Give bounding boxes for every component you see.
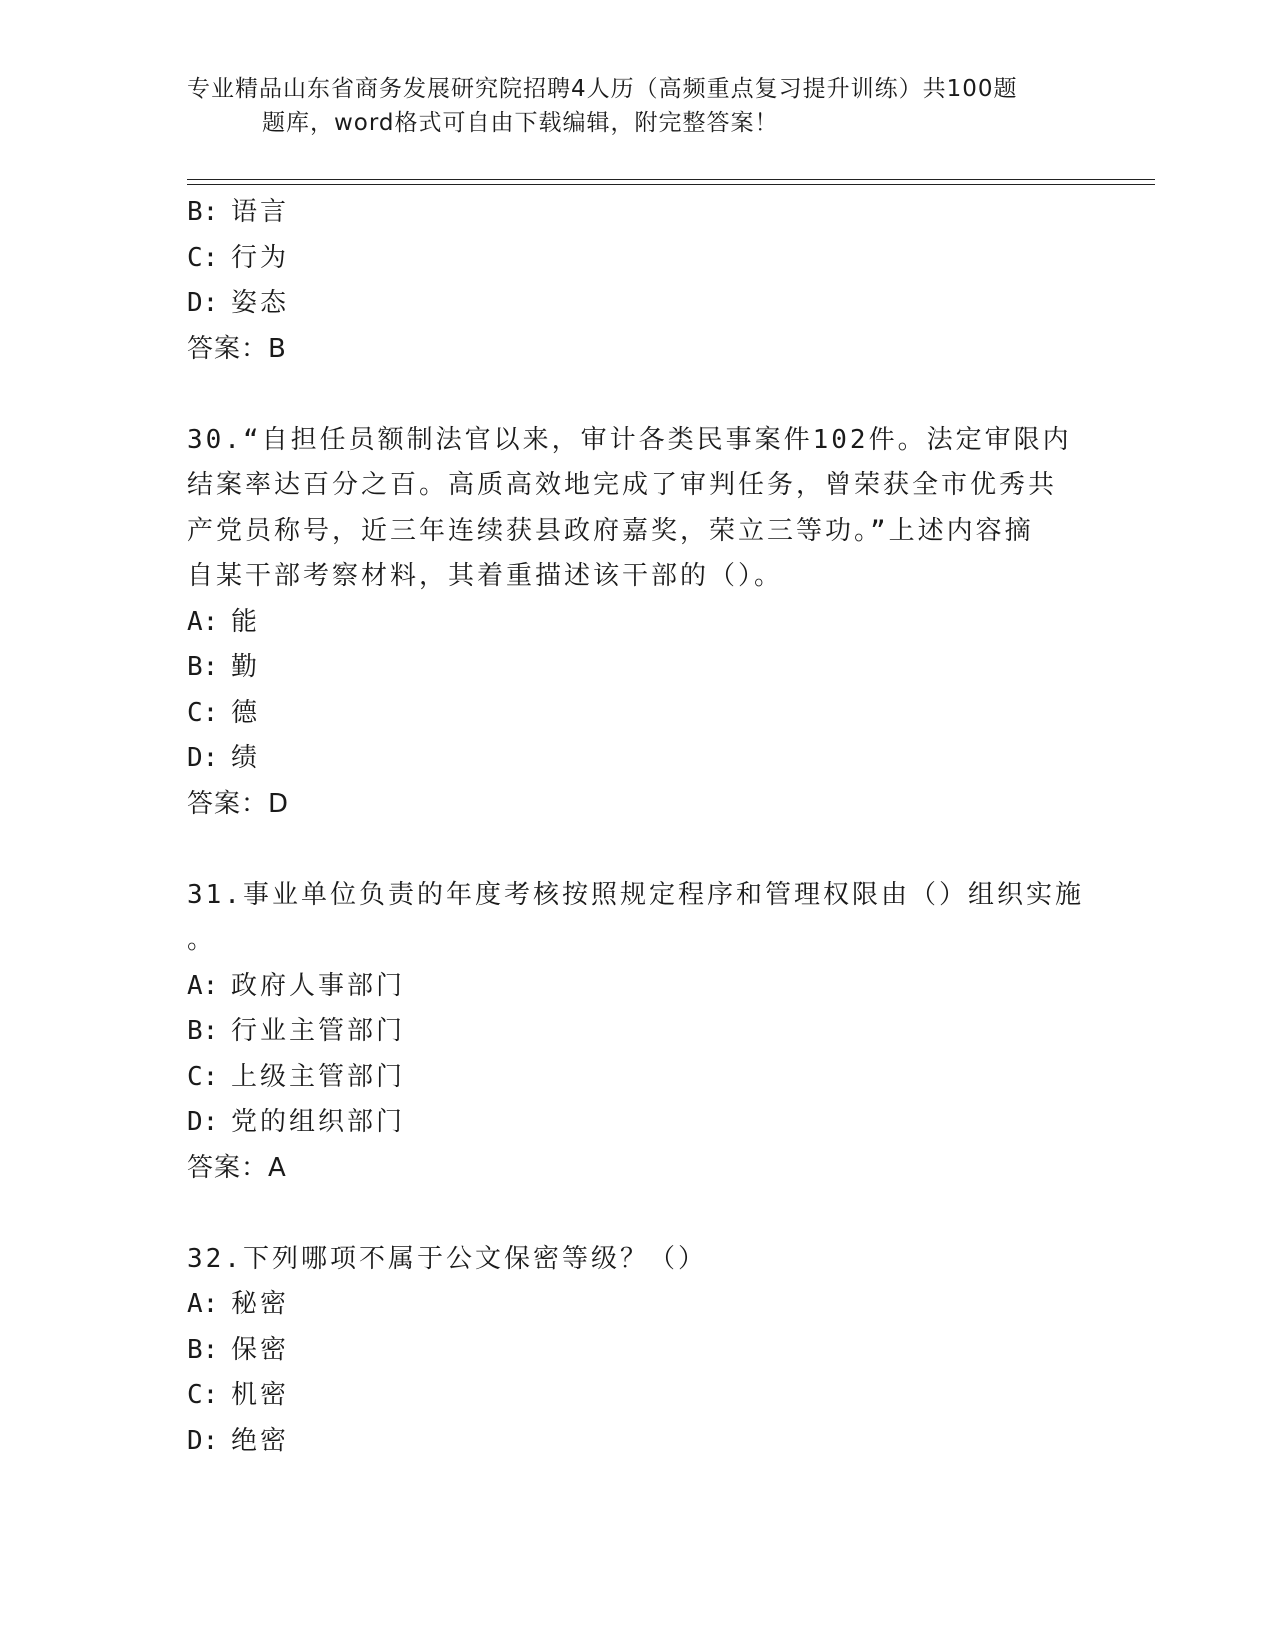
- option-label: D:: [187, 743, 219, 773]
- question-text-line: 32.下列哪项不属于公文保密等级？（）: [187, 1243, 707, 1274]
- option-label: A:: [187, 606, 219, 637]
- title-line-2: 题库，word格式可自由下载编辑，附完整答案！: [262, 110, 779, 136]
- question-31: [187, 873, 1087, 1192]
- option-c: [187, 236, 1087, 282]
- option-text: 政府人事部门: [231, 970, 406, 1001]
- answer-line: 答案：D: [187, 788, 290, 819]
- option-d: [187, 1419, 1087, 1465]
- option-text: 行为: [231, 242, 290, 273]
- question-text-line: 30.“自担任员额制法官以来，审计各类民事案件102件。法定审限内: [187, 424, 1072, 455]
- option-text: 绝密: [231, 1425, 290, 1456]
- spacer: [187, 1191, 1087, 1237]
- answer-line: 答案：B: [187, 333, 287, 364]
- spacer: [187, 827, 1087, 873]
- option-label: C:: [187, 697, 219, 728]
- option-label: D:: [187, 1425, 219, 1456]
- option-label: C:: [187, 1061, 219, 1092]
- spacer: [187, 372, 1087, 418]
- question-text-line: 31.事业单位负责的年度考核按照规定程序和管理权限由（）组织实施: [187, 879, 1084, 910]
- option-text: 上级主管部门: [231, 1061, 406, 1092]
- header-divider-top: [187, 179, 1155, 180]
- option-d: [187, 1100, 1087, 1146]
- question-29-continued: [187, 190, 1087, 372]
- answer-line: 答案：A: [187, 1152, 287, 1183]
- option-text: 绩: [231, 743, 261, 773]
- option-text: 机密: [231, 1380, 290, 1410]
- option-label: B:: [187, 197, 219, 227]
- option-text: 保密: [231, 1334, 290, 1365]
- question-30: [187, 418, 1087, 828]
- header-divider-bottom: [187, 184, 1155, 185]
- option-a: [187, 600, 1087, 646]
- option-text: 能: [231, 606, 261, 637]
- question-text-line: 产党员称号，近三年连续获县政府嘉奖，荣立三等功。”上述内容摘: [187, 515, 1034, 546]
- question-text-line: 结案率达百分之百。高质高效地完成了审判任务，曾荣获全市优秀共: [187, 470, 1058, 500]
- option-c: [187, 1055, 1087, 1101]
- question-text-line: 。: [187, 925, 217, 955]
- option-label: B:: [187, 1016, 219, 1046]
- title-line-1: 专业精品山东省商务发展研究院招聘4人历（高频重点复习提升训练）共100题: [187, 76, 1018, 102]
- option-d: [187, 281, 1087, 327]
- option-label: B:: [187, 1334, 219, 1365]
- option-a: [187, 1282, 1087, 1328]
- option-c: [187, 691, 1087, 737]
- option-label: C:: [187, 242, 219, 273]
- option-d: [187, 736, 1087, 782]
- option-text: 姿态: [231, 288, 290, 318]
- question-32: [187, 1237, 1087, 1465]
- option-b: [187, 1009, 1087, 1055]
- option-b: [187, 1328, 1087, 1374]
- option-text: 秘密: [231, 1289, 290, 1319]
- option-b: [187, 190, 1087, 236]
- option-b: [187, 645, 1087, 691]
- option-label: B:: [187, 652, 219, 682]
- question-text-line: 自某干部考察材料，其着重描述该干部的（）。: [187, 561, 784, 591]
- option-text: 德: [231, 697, 261, 728]
- option-label: D:: [187, 1107, 219, 1137]
- option-a: [187, 964, 1087, 1010]
- option-label: A:: [187, 1289, 219, 1319]
- document-title: [187, 72, 1067, 140]
- option-label: C:: [187, 1380, 219, 1410]
- option-text: 语言: [231, 197, 290, 227]
- option-label: A:: [187, 970, 219, 1001]
- option-text: 勤: [231, 652, 261, 682]
- option-c: [187, 1373, 1087, 1419]
- document-body: [187, 190, 1087, 1464]
- option-label: D:: [187, 288, 219, 318]
- option-text: 行业主管部门: [231, 1016, 406, 1046]
- option-text: 党的组织部门: [231, 1107, 406, 1137]
